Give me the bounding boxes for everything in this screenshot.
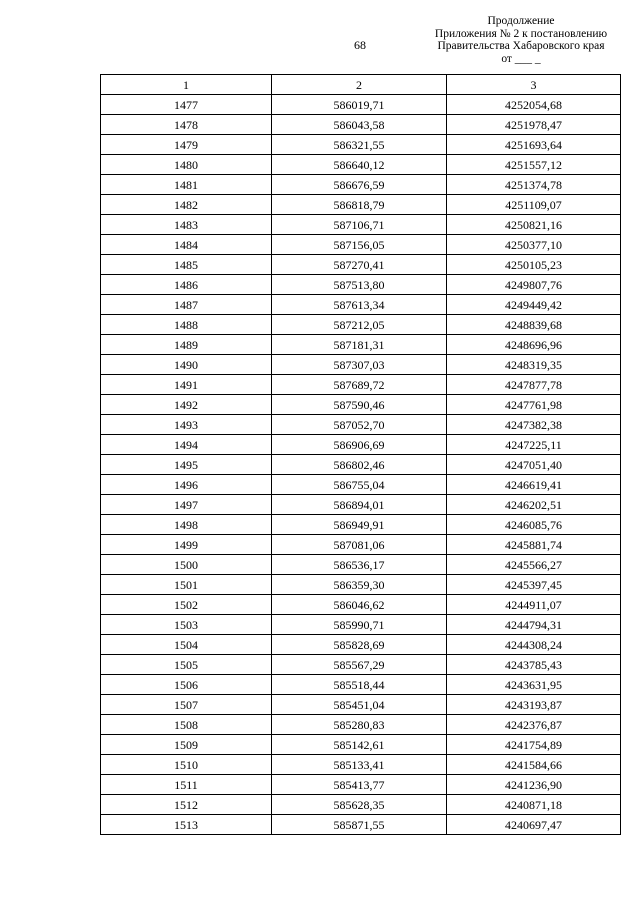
table-row [101, 255, 621, 275]
x-coordinate-cell: 586359,30 [272, 575, 447, 595]
y-coordinate-cell: 4243631,95 [447, 675, 621, 695]
y-coordinate-cell: 4250105,23 [447, 255, 621, 275]
x-coordinate-cell: 587307,03 [272, 355, 447, 375]
y-coordinate-cell: 4241584,66 [447, 755, 621, 775]
point-number-cell: 1492 [101, 395, 272, 415]
y-coordinate-cell: 4250821,16 [447, 215, 621, 235]
point-number-cell: 1506 [101, 675, 272, 695]
x-coordinate-cell: 587081,06 [272, 535, 447, 555]
table-row [101, 695, 621, 715]
x-coordinate-cell: 585142,61 [272, 735, 447, 755]
point-number-cell: 1494 [101, 435, 272, 455]
x-coordinate-cell: 586019,71 [272, 95, 447, 115]
header-note-line: Приложения № 2 к постановлению [434, 27, 608, 40]
x-coordinate-cell: 586894,01 [272, 495, 447, 515]
y-coordinate-cell: 4252054,68 [447, 95, 621, 115]
y-coordinate-cell: 4247225,11 [447, 435, 621, 455]
table-row [101, 475, 621, 495]
y-coordinate-cell: 4247382,38 [447, 415, 621, 435]
table-row [101, 195, 621, 215]
point-number-cell: 1486 [101, 275, 272, 295]
y-coordinate-cell: 4241236,90 [447, 775, 621, 795]
table-row [101, 795, 621, 815]
y-coordinate-cell: 4242376,87 [447, 715, 621, 735]
table-row [101, 235, 621, 255]
x-coordinate-cell: 586640,12 [272, 155, 447, 175]
point-number-cell: 1510 [101, 755, 272, 775]
point-number-cell: 1512 [101, 795, 272, 815]
header-note-line: Продолжение [487, 15, 555, 27]
y-coordinate-cell: 4251109,07 [447, 195, 621, 215]
table-row [101, 295, 621, 315]
table-row [101, 635, 621, 655]
table-row [101, 495, 621, 515]
table-row [101, 735, 621, 755]
header-note-line: от ___ _ [501, 52, 541, 65]
page-number: 68 [354, 38, 366, 52]
y-coordinate-cell: 4248319,35 [447, 355, 621, 375]
column-header-y: 3 [447, 75, 621, 95]
point-number-cell: 1508 [101, 715, 272, 735]
y-coordinate-cell: 4241754,89 [447, 735, 621, 755]
column-header-number: 1 [101, 75, 272, 95]
point-number-cell: 1487 [101, 295, 272, 315]
table-row [101, 615, 621, 635]
point-number-cell: 1493 [101, 415, 272, 435]
point-number-cell: 1513 [101, 815, 272, 835]
y-coordinate-cell: 4251693,64 [447, 135, 621, 155]
table-row [101, 455, 621, 475]
table-row [101, 575, 621, 595]
column-header-x: 2 [272, 75, 447, 95]
x-coordinate-cell: 586949,91 [272, 515, 447, 535]
x-coordinate-cell: 586802,46 [272, 455, 447, 475]
y-coordinate-cell: 4251978,47 [447, 115, 621, 135]
table-row [101, 95, 621, 115]
x-coordinate-cell: 587613,34 [272, 295, 447, 315]
point-number-cell: 1495 [101, 455, 272, 475]
point-number-cell: 1477 [101, 95, 272, 115]
x-coordinate-cell: 587181,31 [272, 335, 447, 355]
point-number-cell: 1482 [101, 195, 272, 215]
x-coordinate-cell: 585567,29 [272, 655, 447, 675]
x-coordinate-cell: 587052,70 [272, 415, 447, 435]
y-coordinate-cell: 4251557,12 [447, 155, 621, 175]
y-coordinate-cell: 4240697,47 [447, 815, 621, 835]
x-coordinate-cell: 585871,55 [272, 815, 447, 835]
x-coordinate-cell: 586818,79 [272, 195, 447, 215]
table-row [101, 135, 621, 155]
y-coordinate-cell: 4247877,78 [447, 375, 621, 395]
table-row [101, 175, 621, 195]
x-coordinate-cell: 585990,71 [272, 615, 447, 635]
y-coordinate-cell: 4244911,07 [447, 595, 621, 615]
point-number-cell: 1498 [101, 515, 272, 535]
x-coordinate-cell: 585280,83 [272, 715, 447, 735]
table-row [101, 555, 621, 575]
point-number-cell: 1485 [101, 255, 272, 275]
table-row [101, 355, 621, 375]
table-row [101, 275, 621, 295]
y-coordinate-cell: 4245397,45 [447, 575, 621, 595]
x-coordinate-cell: 587513,80 [272, 275, 447, 295]
point-number-cell: 1478 [101, 115, 272, 135]
y-coordinate-cell: 4246085,76 [447, 515, 621, 535]
point-number-cell: 1501 [101, 575, 272, 595]
header-note-line: Правительства Хабаровского края [437, 40, 605, 52]
table-header-row [101, 75, 621, 95]
x-coordinate-cell: 585413,77 [272, 775, 447, 795]
x-coordinate-cell: 586321,55 [272, 135, 447, 155]
point-number-cell: 1503 [101, 615, 272, 635]
point-number-cell: 1502 [101, 595, 272, 615]
x-coordinate-cell: 587212,05 [272, 315, 447, 335]
table-row [101, 375, 621, 395]
y-coordinate-cell: 4250377,10 [447, 235, 621, 255]
header-note [410, 15, 632, 65]
table-body [101, 95, 621, 835]
point-number-cell: 1488 [101, 315, 272, 335]
table-row [101, 315, 621, 335]
coordinates-table [100, 74, 621, 835]
point-number-cell: 1509 [101, 735, 272, 755]
x-coordinate-cell: 587270,41 [272, 255, 447, 275]
table-row [101, 715, 621, 735]
x-coordinate-cell: 586906,69 [272, 435, 447, 455]
point-number-cell: 1496 [101, 475, 272, 495]
point-number-cell: 1497 [101, 495, 272, 515]
point-number-cell: 1504 [101, 635, 272, 655]
table-row [101, 675, 621, 695]
x-coordinate-cell: 586536,17 [272, 555, 447, 575]
x-coordinate-cell: 586043,58 [272, 115, 447, 135]
table-row [101, 655, 621, 675]
x-coordinate-cell: 587156,05 [272, 235, 447, 255]
point-number-cell: 1499 [101, 535, 272, 555]
x-coordinate-cell: 587106,71 [272, 215, 447, 235]
table-row [101, 395, 621, 415]
x-coordinate-cell: 585828,69 [272, 635, 447, 655]
point-number-cell: 1490 [101, 355, 272, 375]
table-row [101, 775, 621, 795]
table-row [101, 155, 621, 175]
y-coordinate-cell: 4245881,74 [447, 535, 621, 555]
y-coordinate-cell: 4246619,41 [447, 475, 621, 495]
point-number-cell: 1500 [101, 555, 272, 575]
point-number-cell: 1507 [101, 695, 272, 715]
x-coordinate-cell: 587590,46 [272, 395, 447, 415]
point-number-cell: 1479 [101, 135, 272, 155]
point-number-cell: 1489 [101, 335, 272, 355]
y-coordinate-cell: 4249807,76 [447, 275, 621, 295]
y-coordinate-cell: 4245566,27 [447, 555, 621, 575]
point-number-cell: 1480 [101, 155, 272, 175]
y-coordinate-cell: 4244794,31 [447, 615, 621, 635]
table-row [101, 535, 621, 555]
y-coordinate-cell: 4247761,98 [447, 395, 621, 415]
y-coordinate-cell: 4240871,18 [447, 795, 621, 815]
x-coordinate-cell: 585133,41 [272, 755, 447, 775]
table-row [101, 435, 621, 455]
x-coordinate-cell: 585518,44 [272, 675, 447, 695]
point-number-cell: 1511 [101, 775, 272, 795]
table-row [101, 815, 621, 835]
table-row [101, 215, 621, 235]
table-row [101, 515, 621, 535]
y-coordinate-cell: 4244308,24 [447, 635, 621, 655]
point-number-cell: 1481 [101, 175, 272, 195]
x-coordinate-cell: 586755,04 [272, 475, 447, 495]
table-row [101, 755, 621, 775]
table-row [101, 415, 621, 435]
y-coordinate-cell: 4243193,87 [447, 695, 621, 715]
table-row [101, 335, 621, 355]
y-coordinate-cell: 4249449,42 [447, 295, 621, 315]
y-coordinate-cell: 4248696,96 [447, 335, 621, 355]
point-number-cell: 1484 [101, 235, 272, 255]
point-number-cell: 1483 [101, 215, 272, 235]
y-coordinate-cell: 4248839,68 [447, 315, 621, 335]
table-row [101, 595, 621, 615]
point-number-cell: 1505 [101, 655, 272, 675]
x-coordinate-cell: 586676,59 [272, 175, 447, 195]
x-coordinate-cell: 586046,62 [272, 595, 447, 615]
point-number-cell: 1491 [101, 375, 272, 395]
x-coordinate-cell: 587689,72 [272, 375, 447, 395]
y-coordinate-cell: 4251374,78 [447, 175, 621, 195]
table-row [101, 115, 621, 135]
y-coordinate-cell: 4246202,51 [447, 495, 621, 515]
x-coordinate-cell: 585451,04 [272, 695, 447, 715]
x-coordinate-cell: 585628,35 [272, 795, 447, 815]
y-coordinate-cell: 4247051,40 [447, 455, 621, 475]
y-coordinate-cell: 4243785,43 [447, 655, 621, 675]
